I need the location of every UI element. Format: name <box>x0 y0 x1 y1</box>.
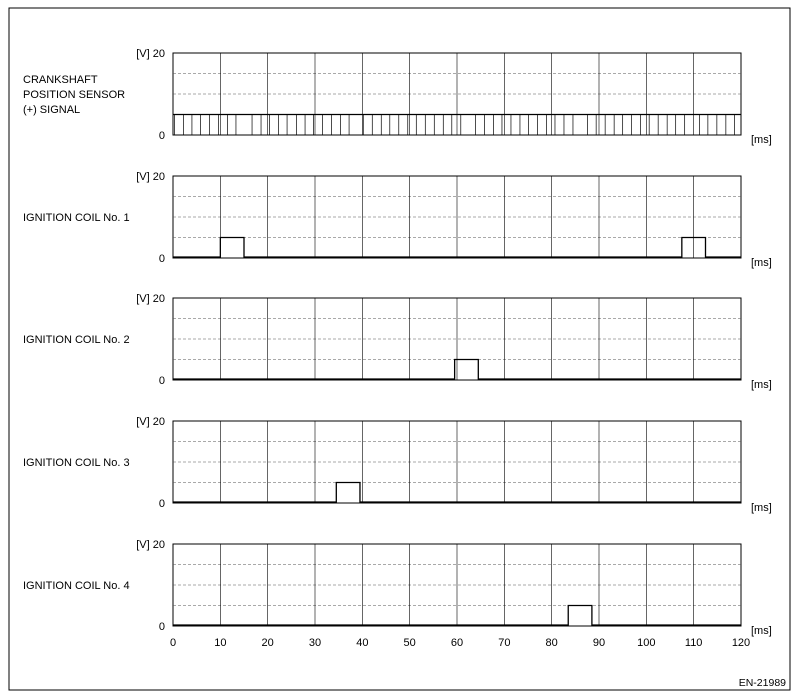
figure-id: EN-21989 <box>738 677 786 689</box>
y-max-label: [V] 20 <box>136 293 165 305</box>
channel-label: IGNITION COIL No. 3 <box>23 457 130 469</box>
x-tick-label: 10 <box>214 637 227 649</box>
channel-label: POSITION SENSOR <box>23 89 126 101</box>
channel-label: IGNITION COIL No. 4 <box>23 580 130 592</box>
x-tick-label: 20 <box>261 637 274 649</box>
x-tick-label: 50 <box>403 637 416 649</box>
x-unit-label: [ms] <box>751 625 772 637</box>
x-tick-label: 80 <box>545 637 558 649</box>
y-zero-label: 0 <box>158 621 165 633</box>
x-tick-label: 70 <box>498 637 511 649</box>
x-tick-label: 0 <box>169 637 177 649</box>
x-tick-label: 60 <box>450 637 464 649</box>
x-unit-label: [ms] <box>751 379 772 391</box>
y-max-label: [V] 20 <box>136 171 165 183</box>
x-unit-label: [ms] <box>751 134 772 146</box>
y-zero-label: 0 <box>158 498 165 510</box>
x-tick-label: 30 <box>308 637 322 649</box>
y-zero-label: 0 <box>158 375 165 387</box>
x-unit-label: [ms] <box>751 502 772 514</box>
x-tick-label: 90 <box>592 637 606 649</box>
x-tick-label: 40 <box>356 637 369 649</box>
channel-label: (+) SIGNAL <box>23 104 81 116</box>
channel-label: IGNITION COIL No. 2 <box>23 334 130 346</box>
x-tick-label: 110 <box>684 637 703 649</box>
y-zero-label: 0 <box>158 130 165 142</box>
x-tick-label: 120 <box>731 637 751 649</box>
x-tick-label: 100 <box>637 637 656 649</box>
y-max-label: [V] 20 <box>136 539 165 551</box>
channel-label: IGNITION COIL No. 1 <box>23 212 130 224</box>
y-max-label: [V] 20 <box>136 416 165 428</box>
y-max-label: [V] 20 <box>136 48 165 60</box>
y-zero-label: 0 <box>158 253 165 265</box>
x-unit-label: [ms] <box>751 257 772 269</box>
channel-label: CRANKSHAFT <box>23 74 98 86</box>
